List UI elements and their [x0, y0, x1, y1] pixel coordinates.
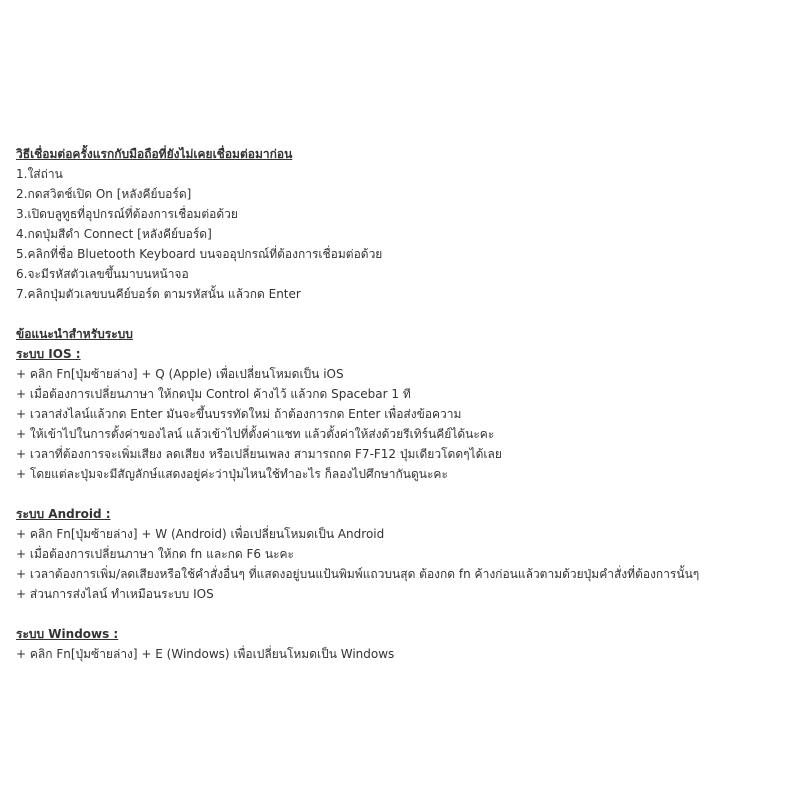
step-6: 6.จะมีรหัสตัวเลขขึ้นมาบนหน้าจอ — [16, 267, 189, 281]
windows-heading: ระบบ Windows : — [16, 627, 119, 641]
step-2: 2.กดสวิตช์เปิด On [หลังคีย์บอร์ด] — [16, 187, 192, 201]
tips-heading: ข้อแนะนำสำหรับระบบ — [16, 327, 133, 341]
step-5: 5.คลิกที่ชื่อ Bluetooth Keyboard บนจออุปกรณ์ที่ต้องการเชื่อมต่อด้วย — [16, 247, 383, 261]
windows-item: + คลิก Fn[ปุ่มซ้ายล่าง] + E (Windows) เพื่อเปลี่ยนโหมดเป็น Windows — [16, 647, 395, 661]
android-item: + ส่วนการส่งไลน์ ทำเหมือนระบบ IOS — [16, 587, 214, 601]
android-item: + คลิก Fn[ปุ่มซ้ายล่าง] + W (Android) เพื่อเปลี่ยนโหมดเป็น Android — [16, 527, 385, 541]
ios-item: + เมื่อต้องการเปลี่ยนภาษา ให้กดปุ่ม Control ค้างไว้ แล้วกด Spacebar 1 ที — [16, 387, 411, 401]
step-7: 7.คลิกปุ่มตัวเลขบนคีย์บอร์ด ตามรหัสนั้น แล้วกด Enter — [16, 287, 301, 301]
ios-item: + โดยแต่ละปุ่มจะมีสัญลักษ์แสดงอยู่ค่ะว่าปุ่มไหนใช้ทำอะไร ก็ลองไปศึกษากันดูนะคะ — [16, 467, 448, 481]
step-3: 3.เปิดบลูทูธที่อุปกรณ์ที่ต้องการเชื่อมต่อด้วย — [16, 207, 238, 221]
ios-item: + เวลาที่ต้องการจะเพิ่มเสียง ลดเสียง หรือเปลี่ยนเพลง สามารถกด F7-F12 ปุ่มเดียวโดดๆได้เลย — [16, 447, 502, 461]
step-1: 1.ใส่ถ่าน — [16, 167, 63, 181]
spacer — [16, 304, 796, 324]
android-heading: ระบบ Android : — [16, 507, 111, 521]
ios-item: + เวลาส่งไลน์แล้วกด Enter มันจะขึ้นบรรทัดใหม่ ถ้าต้องการกด Enter เพื่อส่งข้อความ — [16, 407, 462, 421]
spacer — [16, 484, 796, 504]
ios-item: + ให้เข้าไปในการตั้งค่าของไลน์ แล้วเข้าไปที่ตั้งค่าแชท แล้วตั้งค่าให้ส่งด้วยรีเทิร์นคีย์ได้นะคะ — [16, 427, 495, 441]
android-item: + เวลาต้องการเพิ่ม/ลดเสียงหรือใช้คำสั่งอื่นๆ ที่แสดงอยู่บนแป้นพิมพ์แถวบนสุด ต้องกด fn ค้างก่อนแล้วตามด้วยปุ่มคำสั่งที่ต้องการนั้นๆ — [16, 567, 700, 581]
android-item: + เมื่อต้องการเปลี่ยนภาษา ให้กด fn และกด F6 นะคะ — [16, 547, 294, 561]
ios-item: + คลิก Fn[ปุ่มซ้ายล่าง] + Q (Apple) เพื่อเปลี่ยนโหมดเป็น iOS — [16, 367, 344, 381]
spacer — [16, 604, 796, 624]
instructions-document — [16, 144, 796, 664]
step-4: 4.กดปุ่มสีดำ Connect [หลังคีย์บอร์ด] — [16, 227, 212, 241]
ios-heading: ระบบ IOS : — [16, 347, 81, 361]
first-connect-heading: วิธีเชื่อมต่อครั้งแรกกับมือถือที่ยังไม่เคยเชื่อมต่อมาก่อน — [16, 147, 293, 161]
